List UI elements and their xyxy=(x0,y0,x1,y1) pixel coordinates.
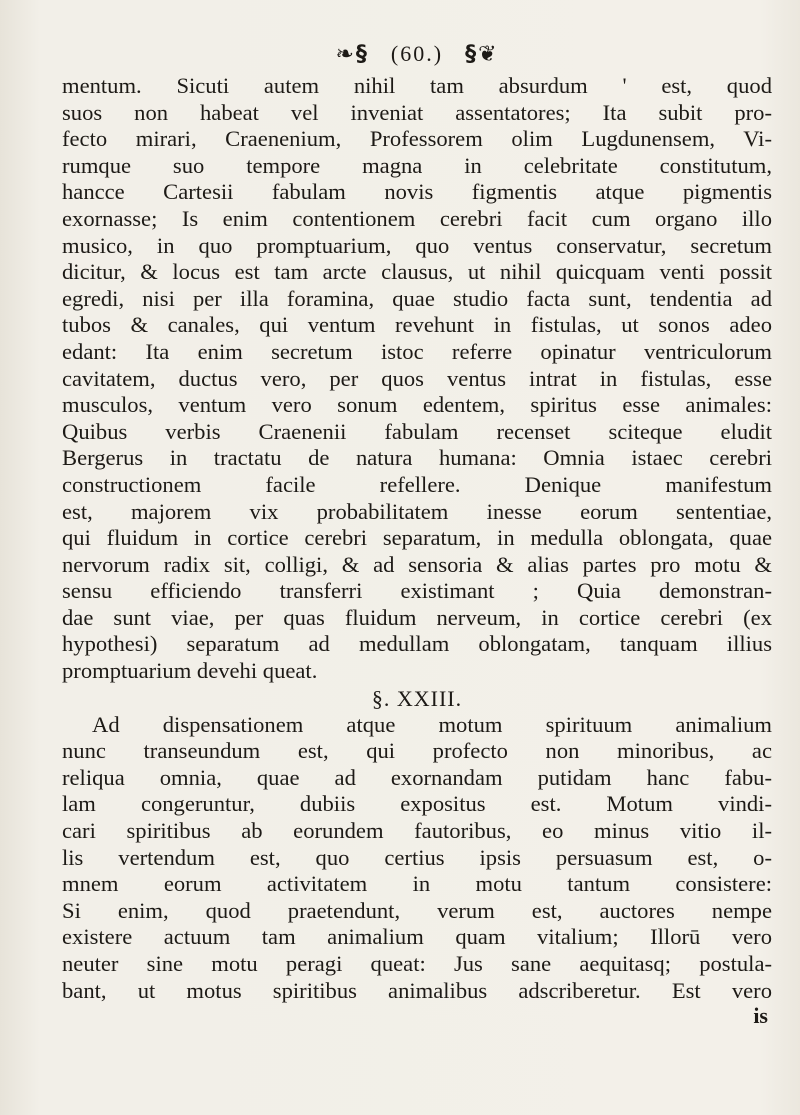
text-line: lis vertendum est, quo certius ipsis persuasum est, o- xyxy=(62,844,772,870)
text-line: musico, in quo promptuarium, quo ventus conservatur, secretum xyxy=(62,232,772,258)
text-block-1 xyxy=(62,73,772,685)
text-line: dae sunt viae, per quas fluidum nerveum, in cortice cerebri (ex xyxy=(62,604,772,630)
text-line: Quibus verbis Craenenii fabulam recenset sciteque eludit xyxy=(62,418,772,444)
text-line: nunc transeundum est, qui profecto non minoribus, ac xyxy=(62,738,772,764)
text-line: mentum. Sicuti autem nihil tam absurdum ' est, quod xyxy=(62,73,772,98)
text-line: nervorum radix sit, colligi, & ad sensoria & alias partes pro motu & xyxy=(62,551,772,577)
text-line: egredi, nisi per illa foramina, quae studio facta sunt, tendentia ad xyxy=(62,285,772,311)
text-line: qui fluidum in cortice cerebri separatum, in medulla oblongata, quae xyxy=(62,525,772,551)
text-line: musculos, ventum vero sonum edentem, spiritus esse animales: xyxy=(62,392,772,418)
text-line: dicitur, & locus est tam arcte clausus, ut nihil quicquam venti possit xyxy=(62,259,772,285)
running-head xyxy=(62,40,772,69)
text-line: hancce Cartesii fabulam novis figmentis atque pigmentis xyxy=(62,179,772,205)
fleuron-left-icon: ❧§ xyxy=(335,42,369,67)
text-line: cari spiritibus ab eorundem fautoribus, eo minus vitio il- xyxy=(62,818,772,844)
catchword: is xyxy=(753,1003,768,1029)
text-line: cavitatem, ductus vero, per quos ventus intrat in fistulas, esse xyxy=(62,365,772,391)
text-line: constructionem facile refellere. Denique manifestum xyxy=(62,471,772,497)
text-line: promptuarium devehi queat. xyxy=(62,658,318,684)
text-line: est, majorem vix probabilitatem inesse eorum sententiae, xyxy=(62,498,772,524)
text-line: rumque suo tempore magna in celebritate constitutum, xyxy=(62,152,772,178)
text-line: suos non habeat vel inveniat assentatores; Ita subit pro- xyxy=(62,99,772,125)
text-block-2 xyxy=(62,712,772,1005)
text-line: exornasse; Is enim contentionem cerebri facit cum organo illo xyxy=(62,205,772,231)
text-line: Ad dispensationem atque motum spirituum animalium xyxy=(92,711,772,737)
text-line: bant, ut motus spiritibus animalibus adscriberetur. Est vero xyxy=(62,977,772,1003)
text-line: reliqua omnia, quae ad exornandam putidam hanc fabu- xyxy=(62,764,772,790)
text-line: mnem eorum activitatem in motu tantum consistere: xyxy=(62,871,772,897)
text-line: Si enim, quod praetendunt, verum est, auctores nempe xyxy=(62,897,772,923)
text-line: lam congeruntur, dubiis expositus est. Motum vindi- xyxy=(62,791,772,817)
section-heading: §. XXIII. xyxy=(371,685,463,711)
text-line: tubos & canales, qui ventum revehunt in fistulas, ut sonos adeo xyxy=(62,312,772,338)
text-line: fecto mirari, Craenenium, Professorem olim Lugdunensem, Vi- xyxy=(62,126,772,152)
text-line: existere actuum tam animalium quam vitalium; Illorū vero xyxy=(62,924,772,950)
text-line: neuter sine motu peragi queat: Jus sane aequitasq; postula- xyxy=(62,951,772,976)
text-line: edant: Ita enim secretum istoc referre opinatur ventriculorum xyxy=(62,338,772,364)
text-line: Bergerus in tractatu de natura humana: Omnia istaec cerebri xyxy=(62,445,772,471)
text-line: sensu efficiendo transferri existimant ; Quia demonstran- xyxy=(62,578,772,604)
text-line: hypothesi) separatum ad medullam oblongatam, tanquam illius xyxy=(62,631,772,657)
fleuron-right-icon: §❦ xyxy=(465,42,499,67)
page-number: (60.) xyxy=(390,41,444,66)
